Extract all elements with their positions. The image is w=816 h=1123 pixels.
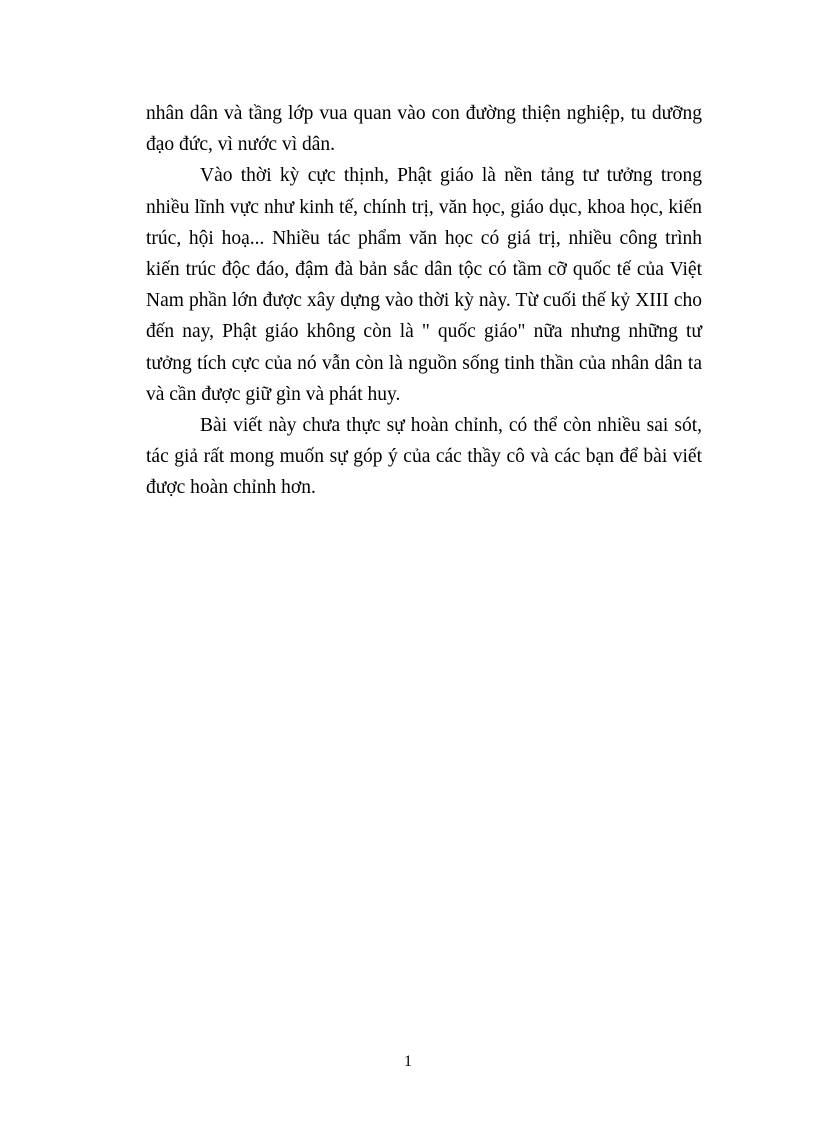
paragraph-continuation: nhân dân và tầng lớp vua quan vào con đường thiện nghiệp, tu dưỡng đạo đức, vì nước vì dân.	[146, 103, 702, 156]
paragraph-peak-era: Vào thời kỳ cực thịnh, Phật giáo là nền tảng tư tưởng trong nhiều lĩnh vực như kinh tế, chính trị, văn học, giáo dục, khoa học, kiến trúc, hội hoạ... Nhiều tác phẩm văn học có giá trị, nhiều công trình kiến trúc độc đáo, đậm đà bản sắc dân tộc có tầm cỡ quốc tế của Việt Nam phần lớn được xây dựng vào thời kỳ này. Từ cuối thế kỷ XIII cho đến nay, Phật giáo không còn là " quốc giáo" nữa nhưng những tư tưởng tích cực của nó vẫn còn là nguồn sống tinh thần của nhân dân ta và cần được giữ gìn và phát huy.	[146, 165, 702, 405]
paragraph-closing-note: Bài viết này chưa thực sự hoàn chỉnh, có thể còn nhiều sai sót, tác giả rất mong muốn sự góp ý của các thầy cô và các bạn để bài viết được hoàn chỉnh hơn.	[146, 415, 702, 499]
page-number: 1	[404, 1053, 412, 1070]
body-text	[146, 98, 702, 504]
